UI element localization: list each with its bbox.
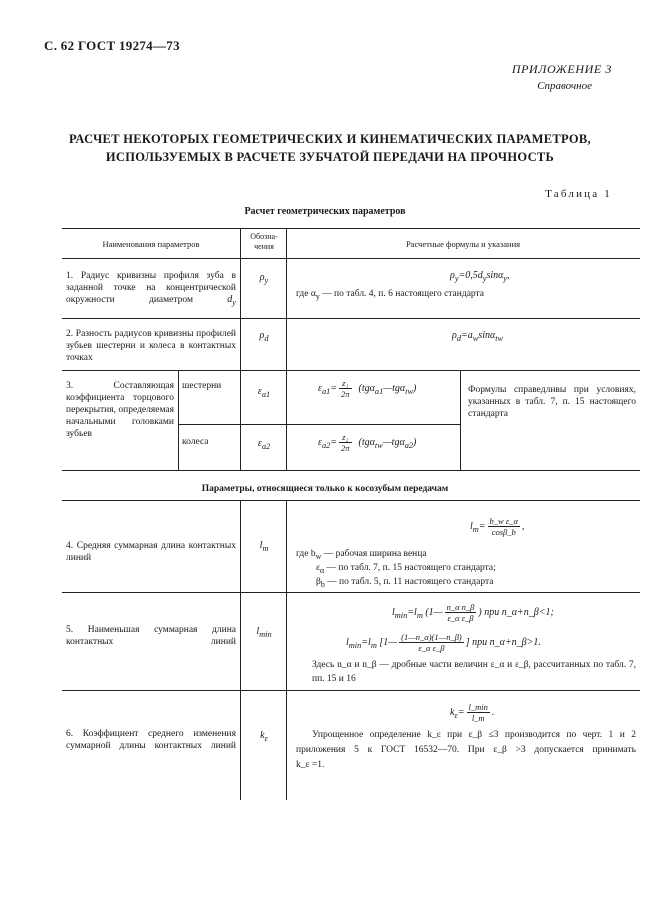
row6-note-3: k_ε =1.	[296, 760, 325, 770]
row4-symbol: $l_m$	[259, 540, 269, 553]
row5-fraction-1: $\frac{\text{n\_α n\_β}}{\text{ε\_α ε\_β}}$	[446, 602, 475, 623]
row4-note-3: $\beta_b$ — по табл. 5, п. 11 настоящего стандарта	[316, 577, 494, 589]
row1-bottom-rule	[62, 318, 640, 319]
document-title	[60, 130, 600, 166]
row6-symbol: $k_\varepsilon$	[260, 730, 268, 743]
row3-sub1-fraction: $\frac{\text{z₁}}{2\pi}$	[341, 378, 350, 399]
row5-name: 5. Наименьшая суммарная длина контактных линий	[66, 625, 236, 647]
col-divider-2b	[286, 500, 287, 800]
title-line-1: РАСЧЕТ НЕКОТОРЫХ ГЕОМЕТРИЧЕСКИХ И КИНЕМАТИЧЕСКИХ ПАРАМЕТРОВ,	[69, 132, 591, 146]
row2-name: 2. Разность радиусов кривизны профилей зубьев шестерни и колеса в контактных точках	[66, 329, 236, 363]
title-line-2: ИСПОЛЬЗУЕМЫХ В РАСЧЕТЕ ЗУБЧАТОЙ ПЕРЕДАЧИ НА ПРОЧНОСТЬ	[105, 150, 555, 164]
col-header-symbol-l2: чения	[254, 242, 274, 251]
row4-bottom-rule	[62, 592, 640, 593]
row3-sub2-symbol: $\varepsilon_{a2}$	[257, 438, 271, 451]
row3-note: Формулы справедливы при условиях, указанных в табл. 7, п. 15 настоящего стандарта	[468, 385, 636, 419]
row2-bottom-rule	[62, 370, 640, 371]
col-divider-1a	[240, 228, 241, 470]
row6-fraction: $\frac{l\_\min}{l\_m}$	[468, 702, 488, 723]
row2-formula: $\rho_d=a_w\sin\alpha_{tw}$	[452, 330, 504, 343]
reference-label: Справочное	[537, 80, 592, 92]
section-bottom-rule	[62, 500, 640, 501]
row1-note: где $\alpha_y$ — по табл. 4, п. 6 настоящего стандарта	[296, 289, 485, 301]
row1-symbol: $\rho_y$	[259, 272, 269, 285]
row3-sub2-formula: $\varepsilon_{a2}=$ $\frac{\text{z₂}}{2\pi}$ (tgα$_{tw}$—tgα$_{a2}$)	[318, 432, 417, 453]
col-divider-2a	[286, 228, 287, 470]
row1-formula: $\rho_y=0,5d_y\sin\alpha_y$,	[450, 270, 510, 283]
col-header-formulas: Расчетные формулы и указания	[405, 239, 521, 249]
row6-note-1: Упрощенное определение k_ε при ε_β ≤3 производится по черт. 1 и 2	[312, 730, 636, 740]
row3-note-divider	[460, 370, 461, 470]
row3-bottom-rule	[62, 470, 640, 471]
row4-note-2: $\varepsilon_\alpha$ — по табл. 7, п. 15 настоящего стандарта;	[316, 563, 496, 575]
row3-sub1-formula: $\varepsilon_{a1}=$ $\frac{\text{z₁}}{2\pi}$ (tgα$_{a1}$—tgα$_{tw}$)	[318, 378, 417, 399]
row1-name	[66, 270, 236, 309]
row5-fraction-2: $\frac{(1—n\_\alpha)(1—n\_\beta)}{\text{ε\_α ε\_β}}$	[401, 632, 462, 653]
row6-note-2: приложения 5 к ГОСТ 16532—70. При ε_β >3 допускается принимать	[296, 745, 636, 755]
col-divider-1b	[240, 500, 241, 800]
col-header-symbol	[242, 232, 286, 252]
row6-name: 6. Коэффициент среднего изменения суммарной длины контактных линий	[66, 729, 236, 751]
row4-fraction: $\frac{\text{b\_w ε\_α}}{\cos\beta\_b}$	[489, 516, 518, 537]
header-bottom-rule	[62, 258, 640, 259]
row3-split-rule	[178, 424, 460, 425]
row4-note-1: где $b_w$ — рабочая ширина венца	[296, 549, 427, 561]
table-number: Таблица 1	[545, 188, 612, 200]
page-reference: С. 62 ГОСТ 19274—73	[44, 38, 180, 53]
row5-bottom-rule	[62, 690, 640, 691]
row4-name: 4. Средняя суммарная длина контактных линий	[66, 541, 236, 563]
section-heading: Параметры, относящиеся только к косозубым передачам	[201, 484, 449, 494]
appendix-label: ПРИЛОЖЕНИЕ 3	[511, 62, 612, 76]
row3-sub1-label: шестерни	[182, 381, 222, 391]
row3-sub2-label: колеса	[182, 437, 209, 447]
row3-sub2-fraction: $\frac{\text{z₂}}{2\pi}$	[341, 432, 350, 453]
table-top-rule	[62, 228, 640, 229]
row5-formula-1: $l_{min}=l_m$ (1— $\frac{\text{n\_α n\_β}}{\text{ε\_α ε\_β}}$ ) при n_α+n_β<1;	[392, 602, 554, 623]
row1-name-text: 1. Радиус кривизны профиля зуба в заданной точке на концентрической окружности диаметром	[66, 271, 236, 305]
row5-formula-2: $l_{min}=l_m$ [1— $\frac{(1—n\_\alpha)(1—n\_\beta)}{\text{ε\_α ε\_β}}$ ] при n_α+n_β>1.	[346, 632, 541, 653]
row3-sub-divider	[178, 370, 179, 470]
row2-symbol: $\rho_d$	[259, 330, 269, 343]
row1-name-var: $d_y$	[227, 294, 236, 307]
row6-formula: $k_\varepsilon=$ $\frac{l\_\min}{l\_m}$ .	[450, 702, 495, 723]
col-header-symbol-l1: Обозна-	[250, 232, 278, 241]
row5-note: Здесь n_α и n_β — дробные части величин ε_α и ε_β, рассчитанных по табл. 7, пп. 15 и 16	[312, 660, 636, 684]
row5-symbol: $l_{min}$	[256, 626, 272, 639]
row4-formula: $l_m=$ $\frac{\text{b\_w ε\_α}}{\cos\beta\_b}$ ,	[470, 516, 525, 537]
table-caption: Расчет геометрических параметров	[244, 206, 406, 217]
col-header-name: Наименования параметров	[102, 239, 200, 249]
row3-name: 3. Составляющая коэффициента торцового перекрытия, определяемая начальными головками зубьев	[66, 381, 174, 439]
row3-sub1-symbol: $\varepsilon_{a1}$	[257, 386, 271, 399]
